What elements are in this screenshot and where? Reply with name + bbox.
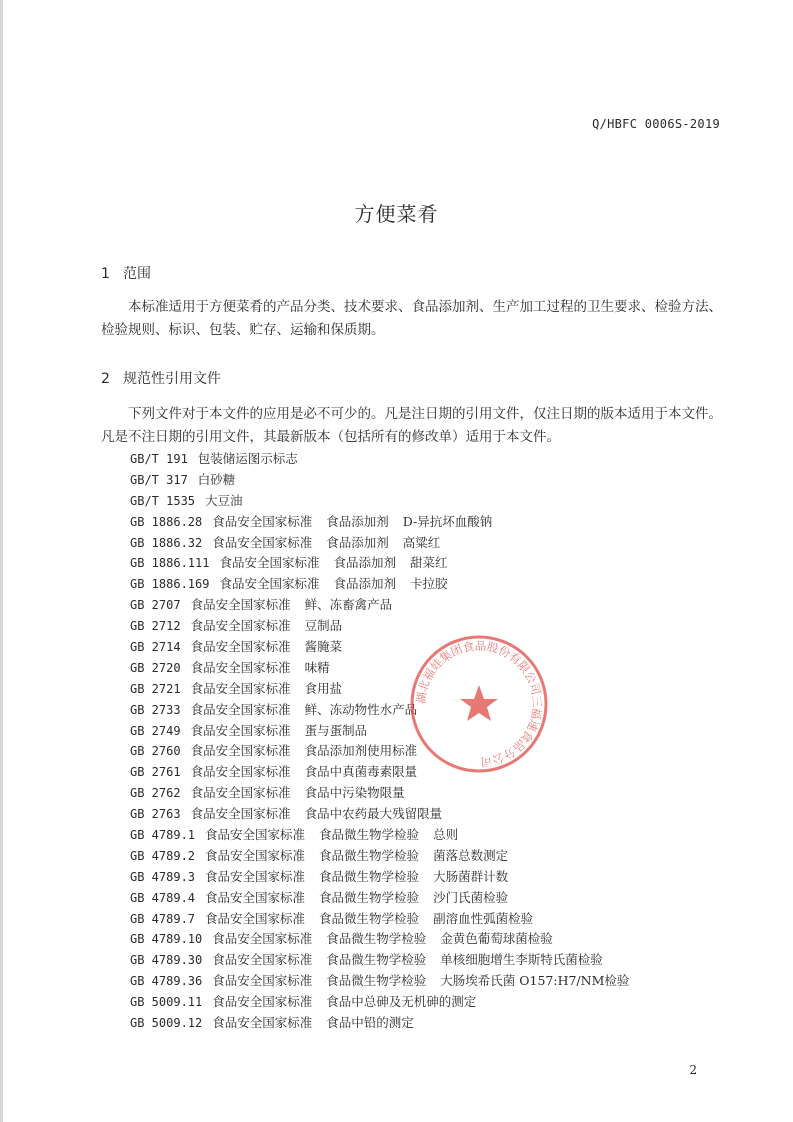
reference-title-part: 食品安全国家标准 [190,639,291,655]
reference-title-part: 甜菜红 [410,555,448,571]
reference-title-part: 食品中真菌毒素限量 [304,764,418,780]
reference-code: GB 1886.169 [130,577,210,592]
reference-code: GB 4789.10 [130,932,203,947]
reference-title-part: 白砂糖 [197,471,236,487]
reference-title-part: 食品安全国家标准 [190,806,291,822]
reference-title-part: 食品安全国家标准 [212,534,313,550]
reference-code: GB 2714 [130,640,181,655]
reference-code: GB 1886.111 [130,556,210,571]
reference-code: GB 2763 [130,807,181,822]
reference-title-part: 食品中农药最大残留限量 [304,806,443,822]
reference-code: GB 5009.11 [130,995,203,1010]
reference-title-part: 蛋与蛋制品 [304,722,368,738]
reference-item [130,470,643,491]
page-title: 方便菜肴 [354,202,439,226]
page-number: 2 [689,1063,697,1077]
reference-item [130,700,643,721]
reference-title-part: 金黄色葡萄球菌检验 [440,931,553,947]
reference-list [130,449,643,1034]
reference-title-part: 食品微生物学检验 [319,868,420,884]
reference-item [130,909,643,930]
reference-title-part: 食品安全国家标准 [212,952,313,968]
reference-code: GB 2749 [130,723,181,738]
reference-title-part: 食品添加剂 [333,576,397,592]
reference-code: GB 2761 [130,765,181,780]
reference-title-part: 食品安全国家标准 [212,1015,313,1031]
reference-title-part: 食品安全国家标准 [205,868,306,884]
reference-title-part: 食品安全国家标准 [212,931,313,947]
reference-code: GB 5009.12 [130,1016,203,1031]
section-2-heading [101,368,221,388]
reference-title-part: 食品微生物学检验 [319,889,420,905]
reference-item [130,741,643,762]
reference-title-part: 食品添加剂 [326,534,389,550]
reference-code: GB 4789.4 [130,890,196,905]
reference-title-part: 食品安全国家标准 [212,994,313,1010]
reference-item [130,449,643,470]
reference-code: GB 2733 [130,702,181,717]
reference-title-part: 酱腌菜 [304,639,343,655]
reference-title-part: 食品添加剂使用标准 [304,743,418,759]
reference-item [130,658,643,679]
reference-title-part: 大豆油 [205,492,243,508]
reference-code: GB/T 191 [130,452,188,466]
reference-item [130,888,643,909]
reference-code: GB 4789.30 [130,953,203,968]
reference-title-part: 食品安全国家标准 [190,680,291,696]
reference-item [130,616,643,637]
section-2-title: 规范性引用文件 [123,371,221,387]
reference-title-part: D-异抗坏血酸钠 [402,513,493,529]
reference-title-part: 沙门氏菌检验 [433,889,509,905]
reference-item [130,721,643,742]
section-1-text: 本标准适用于方便菜肴的产品分类、技术要求、食品添加剂、生产加工过程的卫生要求、检验方法、检验规则、标识、包装、贮存、运输和保质期。 [101,299,722,338]
reference-title-part: 食品安全国家标准 [205,910,306,926]
reference-title-part: 食品添加剂 [333,555,397,571]
section-2-number: 2 [101,371,110,387]
reference-item [130,783,643,804]
reference-item [130,762,643,783]
reference-code: GB 2762 [130,786,181,801]
reference-code: GB 2720 [130,660,181,675]
reference-title-part: 豆制品 [304,618,343,634]
reference-title-part: 食品安全国家标准 [190,659,291,675]
reference-title-part: 食品安全国家标准 [190,743,291,759]
reference-item [130,553,643,574]
reference-title-part: 食品安全国家标准 [212,513,313,529]
company-seal [408,633,550,775]
section-1-number: 1 [101,266,110,282]
reference-item [130,804,643,825]
reference-title-part: 食品微生物学检验 [319,910,420,926]
reference-code: GB 2721 [130,681,181,696]
reference-item [130,679,643,700]
reference-code: GB 2712 [130,619,181,634]
reference-code: GB/T 317 [130,472,188,487]
reference-title-part: 总则 [433,827,459,843]
reference-code: GB 4789.1 [130,828,196,843]
reference-item [130,1013,643,1034]
reference-title-part: 包装储运图示标志 [197,451,298,466]
reference-title-part: 食品安全国家标准 [190,618,291,634]
reference-title-part: 食用盐 [304,680,343,696]
reference-item [130,512,643,533]
reference-code: GB 1886.28 [130,514,203,529]
reference-item [130,574,643,595]
reference-title-part: 大肠菌群计数 [433,868,509,884]
reference-item [130,971,643,992]
reference-item [130,846,643,867]
reference-code: GB 2760 [130,744,181,759]
reference-code: GB 2707 [130,598,181,613]
reference-item [130,825,643,846]
reference-title-part: 卡拉胶 [410,576,448,592]
reference-item [130,533,643,554]
reference-title-part: 食品安全国家标准 [212,973,313,989]
reference-title-part: 食品微生物学检验 [326,973,427,989]
reference-code: GB 4789.2 [130,848,196,863]
reference-code: GB 4789.7 [130,911,196,926]
section-2-intro: 下列文件对于本文件的应用是必不可少的。凡是注日期的引用文件，仅注日期的版本适用于本文件。凡是不注日期的引用文件，其最新版本（包括所有的修改单）适用于本文件。 [101,406,722,445]
reference-title-part: 单核细胞增生李斯特氏菌检验 [440,952,603,968]
reference-title-part: 鲜、冻畜禽产品 [304,597,393,613]
reference-title-part: 菌落总数测定 [433,847,509,863]
reference-title-part: 高粱红 [402,534,441,550]
seal-star-icon [460,685,498,721]
reference-title-part: 食品安全国家标准 [205,827,306,843]
reference-title-part: 鲜、冻动物性水产品 [304,701,418,717]
reference-title-part: 食品安全国家标准 [190,764,291,780]
reference-title-part: 食品微生物学检验 [319,827,420,843]
document-code: Q/HBFC 0006S-2019 [592,117,720,131]
reference-title-part: 食品中铅的测定 [326,1015,414,1031]
reference-code: GB 1886.32 [130,535,203,550]
reference-title-part: 食品安全国家标准 [219,555,320,571]
seal-text: 湖北福娃集团食品股份有限公司三福速食品分公司 [413,638,545,770]
reference-title-part: 食品安全国家标准 [205,889,306,905]
reference-item [130,929,643,950]
scan-edge [0,0,3,1122]
reference-title-part: 食品安全国家标准 [190,701,291,717]
reference-code: GB 4789.36 [130,974,203,989]
reference-title-part: 食品安全国家标准 [190,722,291,738]
reference-title-part: 副溶血性弧菌检验 [433,910,534,926]
reference-title-part: 食品微生物学检验 [319,847,420,863]
reference-title-part: 食品中总砷及无机砷的测定 [326,994,477,1010]
reference-title-part: 食品安全国家标准 [205,847,306,863]
reference-title-part: 食品微生物学检验 [326,931,427,947]
section-1-heading [101,263,151,283]
reference-code: GB 4789.3 [130,869,196,884]
reference-title-part: 食品安全国家标准 [190,597,291,613]
reference-title-part: 大肠埃希氏菌 O157:H7/NM检验 [440,973,630,989]
reference-title-part: 食品微生物学检验 [326,952,427,968]
reference-title-part: 食品添加剂 [326,513,389,529]
reference-title-part: 食品安全国家标准 [219,576,320,592]
reference-title-part: 食品安全国家标准 [190,785,291,801]
reference-title-part: 味精 [304,659,330,675]
reference-item [130,595,643,616]
reference-item [130,992,643,1013]
reference-code: GB/T 1535 [130,493,196,508]
reference-title-part: 食品中污染物限量 [304,785,405,801]
reference-item [130,637,643,658]
section-1-title: 范围 [123,266,151,282]
reference-item [130,491,643,512]
reference-item [130,950,643,971]
reference-item [130,867,643,888]
